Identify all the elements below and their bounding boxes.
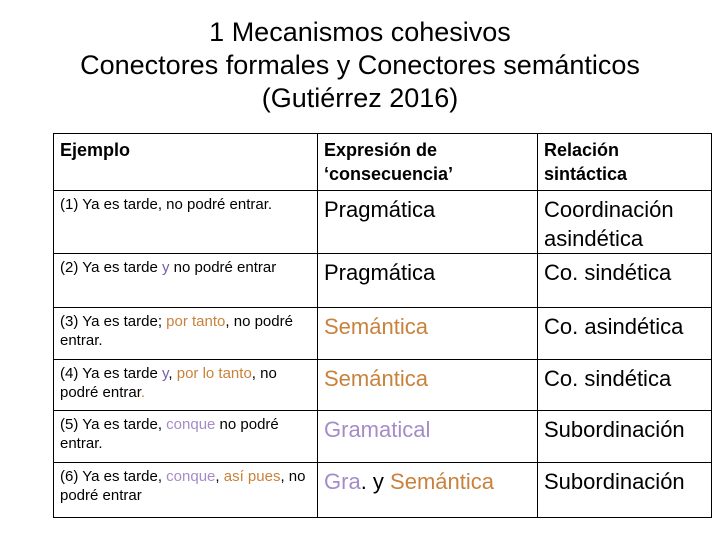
example-text: , no podré entrar. bbox=[60, 313, 293, 349]
example-text: (4) Ya es tarde bbox=[60, 365, 162, 382]
example-text: , no podré entrar bbox=[60, 468, 306, 504]
expression-text: Pragmática bbox=[324, 260, 436, 285]
expression-cell bbox=[318, 463, 538, 518]
title-line-2: Conectores formales y Conectores semánticos bbox=[80, 50, 640, 80]
table-row bbox=[54, 191, 712, 254]
example-text: (1) Ya es tarde, no podré entrar. bbox=[60, 196, 273, 213]
example-text: (5) Ya es tarde, bbox=[60, 416, 167, 433]
table-row bbox=[54, 463, 712, 518]
relation-cell: Subordinación bbox=[538, 463, 712, 518]
example-text: . bbox=[140, 384, 146, 401]
slide-title bbox=[0, 16, 720, 115]
example-cell bbox=[54, 191, 318, 254]
example-cell bbox=[54, 308, 318, 360]
table-header-row bbox=[54, 134, 712, 191]
relation-cell: Co. asindética bbox=[538, 308, 712, 360]
example-cell bbox=[54, 254, 318, 308]
expression-text: Semántica bbox=[324, 314, 428, 339]
example-text: (3) Ya es tarde; bbox=[60, 313, 167, 330]
relation-cell: Subordinación bbox=[538, 411, 712, 463]
expression-cell bbox=[318, 191, 538, 254]
table-row bbox=[54, 411, 712, 463]
expression-cell bbox=[318, 360, 538, 411]
table-row bbox=[54, 360, 712, 411]
relation-cell: Co. sindética bbox=[538, 254, 712, 308]
expression-text: . y bbox=[360, 469, 391, 494]
expression-text: Gra bbox=[324, 469, 361, 494]
relation-cell: Coordinación asindética bbox=[538, 191, 712, 254]
header-example: Ejemplo bbox=[54, 134, 318, 191]
relation-cell: Co. sindética bbox=[538, 360, 712, 411]
example-cell bbox=[54, 360, 318, 411]
connector-word: y bbox=[162, 259, 170, 276]
title-line-3: (Gutiérrez 2016) bbox=[261, 83, 459, 113]
example-text: , no podré entrar bbox=[60, 365, 277, 401]
expression-text: Semántica bbox=[390, 469, 494, 494]
connector-word: y bbox=[162, 365, 169, 382]
connector-word: conque bbox=[166, 416, 216, 433]
example-text: no podré entrar bbox=[169, 259, 277, 276]
connector-word: conque bbox=[166, 468, 216, 485]
expression-cell bbox=[318, 308, 538, 360]
example-text: (2) Ya es tarde bbox=[60, 259, 162, 276]
expression-cell bbox=[318, 411, 538, 463]
table-row bbox=[54, 308, 712, 360]
example-cell bbox=[54, 463, 318, 518]
connector-word: por lo tanto bbox=[176, 365, 252, 382]
header-relation: Relación sintáctica bbox=[538, 134, 712, 191]
example-text: no podré entrar. bbox=[60, 416, 279, 452]
expression-text: Semántica bbox=[324, 366, 428, 391]
example-cell bbox=[54, 411, 318, 463]
header-expression: Expresión de ‘consecuencia’ bbox=[318, 134, 538, 191]
table-row bbox=[54, 254, 712, 308]
title-line-1: 1 Mecanismos cohesivos bbox=[209, 17, 511, 47]
example-text: , bbox=[215, 468, 224, 485]
example-text: (6) Ya es tarde, bbox=[60, 468, 167, 485]
connectors-table bbox=[53, 133, 712, 518]
connector-word: por tanto bbox=[166, 313, 226, 330]
expression-cell bbox=[318, 254, 538, 308]
connector-word: así pues bbox=[223, 468, 281, 485]
expression-text: Gramatical bbox=[324, 417, 431, 442]
expression-text: Pragmática bbox=[324, 197, 436, 222]
example-text: , bbox=[168, 365, 177, 382]
